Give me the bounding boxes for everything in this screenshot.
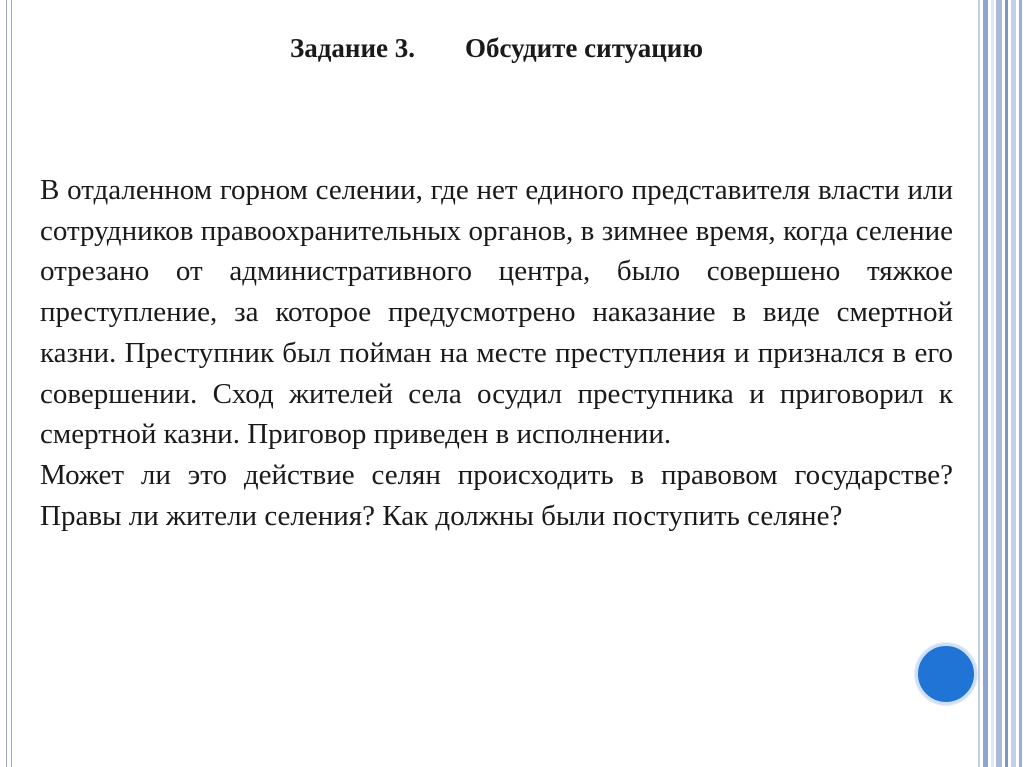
task-body [40,170,953,536]
right-decorative-stripes [976,0,1024,767]
task-label: Задание 3. [290,33,416,63]
slide-title [290,33,703,64]
blue-circle-decoration [915,643,977,705]
situation-paragraph: В отдаленном горном селении, где нет единого представителя власти или сотрудников правоохранительных органов, в зимнее время, когда селение отрезано от административного центра, было совершено тяжкое преступление, за которое предусмотрено наказание в виде смертной казни. Преступник был пойман на месте преступления и признался в его совершении. Сход жителей села осудил преступника и приговорил к смертной казни. Приговор приведен в исполнении. [40,174,953,451]
task-title: Обсудите ситуацию [465,33,703,63]
left-border [6,0,12,767]
question-paragraph: Может ли это действие селян происходить в правовом государстве? Правы ли жители селения? Как должны были поступить селяне? [40,458,953,532]
